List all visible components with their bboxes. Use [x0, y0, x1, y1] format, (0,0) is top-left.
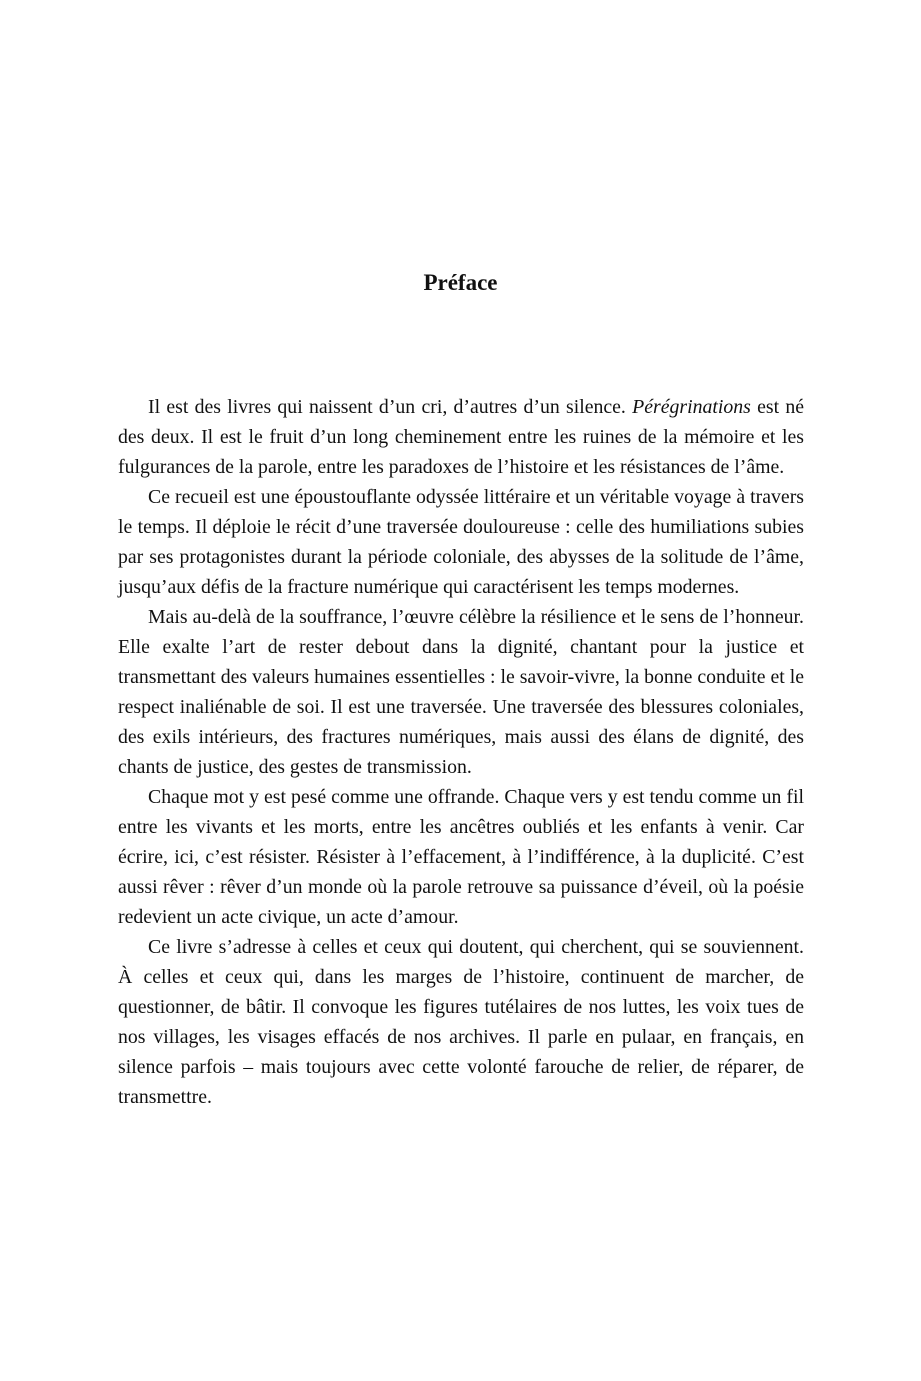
- preface-body: [118, 392, 804, 1112]
- paragraph-3: Mais au-delà de la souffrance, l’œuvre célèbre la résilience et le sens de l’honneur. Elle exalte l’art de rester debout dans la dignité, chantant pour la justice et transmettant des valeurs humaines essentielles : le savoir-vivre, la bonne conduite et le respect inaliénable de soi. Il est une traversée. Une traversée des blessures coloniales, des exils intérieurs, des fractures numériques, mais aussi des élans de dignité, des chants de justice, des gestes de transmission.: [118, 606, 804, 778]
- book-title-italic: Pérégrinations: [632, 396, 751, 418]
- paragraph-1-after: est né des deux. Il est le fruit d’un long cheminement entre les ruines de la mémoire et les fulgurances de la parole, entre les paradoxes de l’histoire et les résistances de l’âme.: [118, 396, 804, 478]
- paragraph-5: Ce livre s’adresse à celles et ceux qui doutent, qui cherchent, qui se souviennent. À celles et ceux qui, dans les marges de l’histoire, continuent de marcher, de questionner, de bâtir. Il convoque les figures tutélaires de nos luttes, les voix tues de nos villages, les visages effacés de nos archives. Il parle en pulaar, en français, en silence parfois – mais toujours avec cette volonté farouche de relier, de réparer, de transmettre.: [118, 936, 804, 1108]
- paragraph-4: Chaque mot y est pesé comme une offrande. Chaque vers y est tendu comme un fil entre les vivants et les morts, entre les ancêtres oubliés et les enfants à venir. Car écrire, ici, c’est résister. Résister à l’effacement, à l’indifférence, à la duplicité. C’est aussi rêver : rêver d’un monde où la parole retrouve sa puissance d’éveil, où la poésie redevient un acte civique, un acte d’amour.: [118, 786, 804, 928]
- paragraph-1-before: Il est des livres qui naissent d’un cri, d’autres d’un silence.: [148, 396, 633, 418]
- paragraph-1: [118, 392, 804, 482]
- paragraph-2: Ce recueil est une époustouflante odyssée littéraire et un véritable voyage à travers le temps. Il déploie le récit d’une traversée douloureuse : celle des humiliations subies par ses protagonistes durant la période coloniale, des abysses de la solitude de l’âme, jusqu’aux défis de la fracture numérique qui caractérisent les temps modernes.: [118, 486, 804, 598]
- page-title: Préface: [423, 270, 498, 295]
